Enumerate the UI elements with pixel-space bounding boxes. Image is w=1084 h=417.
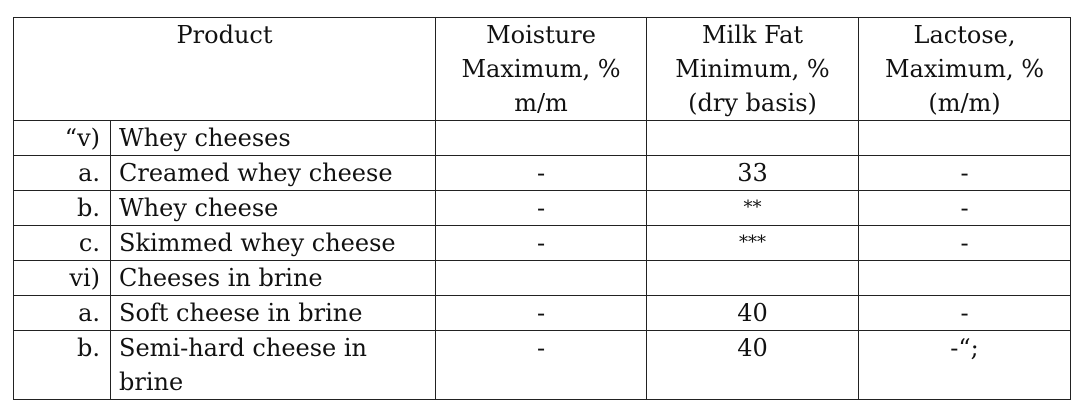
header-moisture: Moisture Maximum, % m/m xyxy=(436,18,647,121)
lactose-value: -“; xyxy=(859,331,1071,400)
row-number: a. xyxy=(14,296,111,331)
table-row xyxy=(14,261,1071,296)
lactose-value: - xyxy=(859,226,1071,261)
product-name: Soft cheese in brine xyxy=(111,296,436,331)
header-lactose: Lactose, Maximum, % (m/m) xyxy=(859,18,1071,121)
header-row xyxy=(14,18,1071,121)
milk-fat-value xyxy=(647,121,859,156)
table-row xyxy=(14,331,1071,400)
lactose-value: - xyxy=(859,156,1071,191)
milk-fat-value: *** xyxy=(647,226,859,261)
header-product: Product xyxy=(14,18,436,121)
milk-fat-value: 33 xyxy=(647,156,859,191)
product-name: Semi-hard cheese in brine xyxy=(111,331,436,400)
table-row xyxy=(14,191,1071,226)
moisture-value: - xyxy=(436,296,647,331)
table-row xyxy=(14,296,1071,331)
cheese-composition-table xyxy=(13,17,1071,400)
lactose-value xyxy=(859,261,1071,296)
moisture-value: - xyxy=(436,226,647,261)
moisture-value: - xyxy=(436,191,647,226)
row-number: b. xyxy=(14,331,111,400)
product-name: Whey cheese xyxy=(111,191,436,226)
moisture-value: - xyxy=(436,156,647,191)
moisture-value xyxy=(436,121,647,156)
lactose-value: - xyxy=(859,296,1071,331)
lactose-value xyxy=(859,121,1071,156)
product-name: Whey cheeses xyxy=(111,121,436,156)
row-number: b. xyxy=(14,191,111,226)
milk-fat-value: ** xyxy=(647,191,859,226)
row-number: “v) xyxy=(14,121,111,156)
row-number: c. xyxy=(14,226,111,261)
milk-fat-value: 40 xyxy=(647,331,859,400)
header-milk-fat: Milk Fat Minimum, % (dry basis) xyxy=(647,18,859,121)
table-row xyxy=(14,121,1071,156)
product-name: Cheeses in brine xyxy=(111,261,436,296)
milk-fat-value xyxy=(647,261,859,296)
table-row xyxy=(14,226,1071,261)
lactose-value: - xyxy=(859,191,1071,226)
moisture-value xyxy=(436,261,647,296)
row-number: vi) xyxy=(14,261,111,296)
product-name: Skimmed whey cheese xyxy=(111,226,436,261)
row-number: a. xyxy=(14,156,111,191)
moisture-value: - xyxy=(436,331,647,400)
product-name: Creamed whey cheese xyxy=(111,156,436,191)
table-row xyxy=(14,156,1071,191)
milk-fat-value: 40 xyxy=(647,296,859,331)
